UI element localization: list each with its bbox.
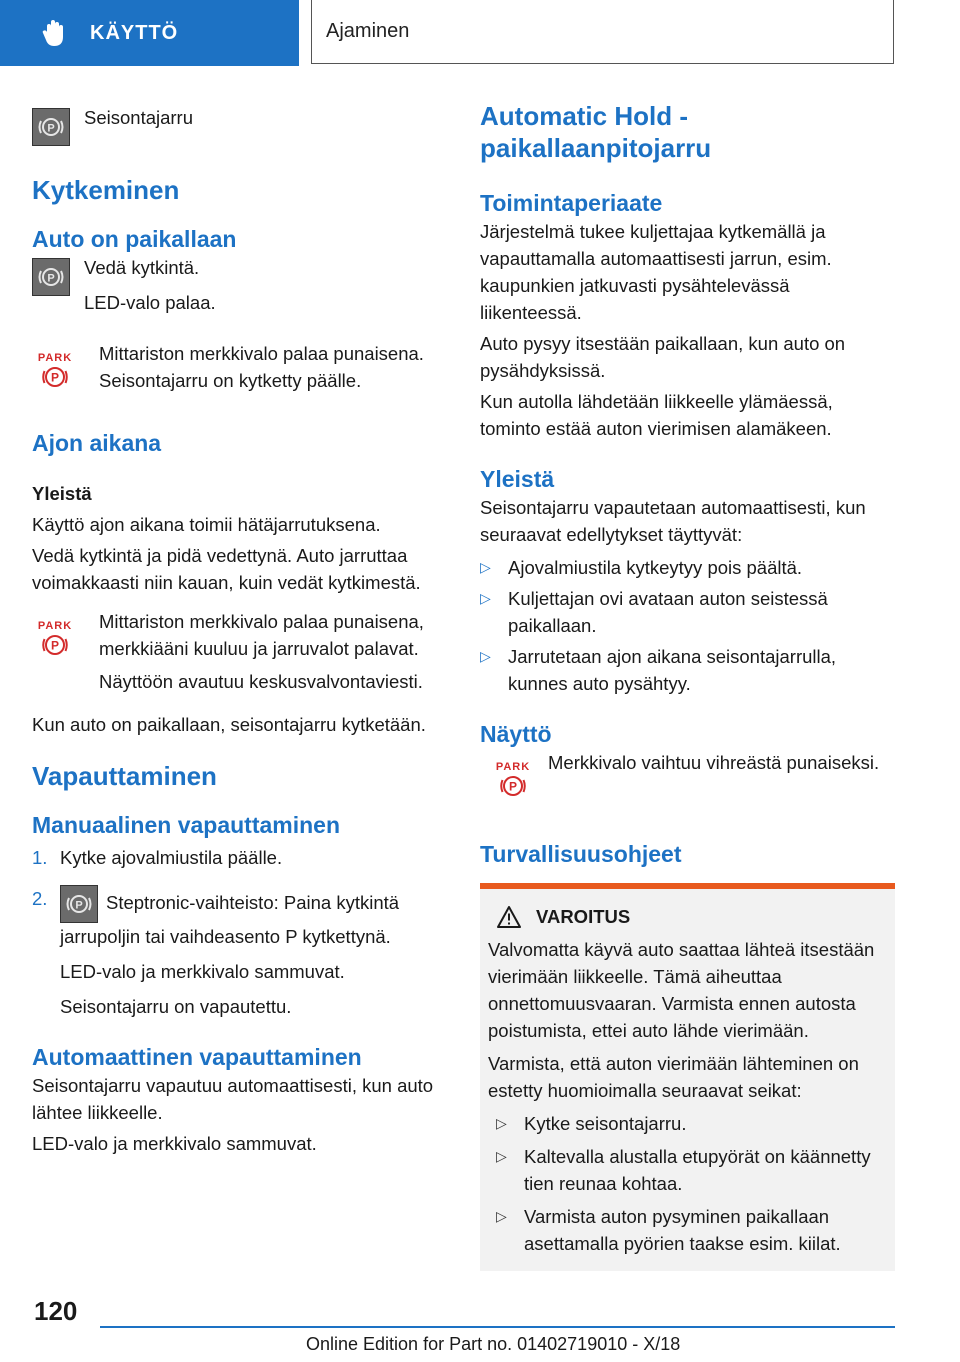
heading-vapauttaminen: Vapauttaminen <box>32 761 217 791</box>
numbered-step <box>32 885 442 1020</box>
park-indicator-row <box>32 608 442 695</box>
svg-text:P: P <box>47 122 55 135</box>
warning-text: Varmista, että auton vierimään lähteminen on estetty huomioimalla seuraavat seikat: <box>488 1053 859 1101</box>
park-warning-icon <box>32 352 78 390</box>
triangle-bullet-icon: ▷ <box>496 1208 507 1224</box>
body-text: Auto pysyy itsestään paikallaan, kun auto on pysähdyksissä. <box>480 333 846 381</box>
body-text: Seisontajarru vapautetaan automaattisesti, kun seuraavat edellytykset täyttyvät: <box>480 497 866 545</box>
step-number: 2. <box>32 888 48 909</box>
svg-text:P: P <box>75 899 83 912</box>
triangle-bullet-icon: ▷ <box>480 590 491 606</box>
section-tab <box>0 0 299 66</box>
page-number: 120 <box>34 1296 78 1326</box>
warning-list-item <box>496 1110 887 1137</box>
list-item-text: Kytke seisontajarru. <box>524 1113 687 1134</box>
hand-pointer-icon <box>40 18 70 48</box>
heading-auto-paikallaan: Auto on paikallaan <box>32 226 237 252</box>
indicator-text: Näyttöön avautuu keskusvalvontaviesti. <box>99 671 423 692</box>
warning-list-item <box>496 1203 887 1257</box>
park-indicator-row <box>32 340 442 394</box>
heading-turvallisuusohjeet: Turvallisuusohjeet <box>480 841 682 867</box>
park-icon-label: PARK <box>37 620 73 632</box>
body-text: Seisontajarru vapautuu automaattisesti, kun auto lähtee liikkeelle. <box>32 1075 434 1123</box>
parking-brake-button-icon <box>32 258 70 296</box>
svg-text:P: P <box>47 272 55 285</box>
park-warning-icon <box>32 620 78 658</box>
list-item-text: Jarrutetaan ajon aikana seisontajarrulla, kunnes auto pysähtyy. <box>508 646 837 694</box>
body-text: Kun auto on paikallaan, seisontajarru kytketään. <box>32 714 426 735</box>
triangle-bullet-icon: ▷ <box>496 1148 507 1164</box>
heading-automatic-hold: Automatic Hold - paikallaanpitojarru <box>480 101 712 163</box>
body-text: Käyttö ajon aikana toimii hätäjarrutuksena. <box>32 514 381 535</box>
right-column <box>480 100 895 1271</box>
chapter-title-box <box>311 0 894 64</box>
left-column <box>32 100 442 1157</box>
parking-brake-label-row <box>32 108 442 146</box>
heading-yleista: Yleistä <box>480 466 555 492</box>
parking-brake-label: Seisontajarru <box>84 107 194 128</box>
step-text: Kytke ajovalmiustila päälle. <box>60 847 283 868</box>
triangle-bullet-icon: ▷ <box>480 559 491 575</box>
body-text: Vedä kytkintä ja pidä vedettynä. Auto jarruttaa voimakkaasti niin kauan, kuin vedät kytkimestä. <box>32 545 421 593</box>
pull-switch-row <box>32 258 442 316</box>
instruction-text: LED-valo palaa. <box>84 292 216 313</box>
warning-title: VAROITUS <box>536 906 631 927</box>
warning-title-row <box>488 903 887 930</box>
park-indicator-row <box>480 749 895 799</box>
triangle-bullet-icon: ▷ <box>480 648 491 664</box>
indicator-text: Mittariston merkkivalo palaa punaisena, merkkiääni kuuluu ja jarruvalot palavat. <box>99 611 424 659</box>
svg-text:P: P <box>50 638 60 653</box>
step-subtext: LED-valo ja merkkivalo sammuvat. <box>60 961 345 982</box>
numbered-step <box>32 844 442 871</box>
warning-box <box>480 889 895 1271</box>
list-item-text: Ajovalmiustila kytkeytyy pois päältä. <box>508 557 803 578</box>
step-subtext: Seisontajarru on vapautettu. <box>60 996 292 1017</box>
svg-text:P: P <box>50 370 60 385</box>
step-number: 1. <box>32 847 48 868</box>
step-text: Steptronic-vaihteisto: Paina kytkintä jarrupoljin tai vaihdeasento P kytkettynä. <box>60 892 400 947</box>
footer-rule <box>100 1326 895 1328</box>
list-item-text: Varmista auton pysyminen paikallaan asettamalla pyörien taakse esim. kiilat. <box>524 1206 841 1254</box>
step-text-row <box>60 885 442 950</box>
parking-brake-button-icon <box>60 885 98 923</box>
heading-toimintaperiaate: Toimintaperiaate <box>480 190 663 216</box>
park-warning-icon <box>490 761 536 799</box>
heading-manuaalinen: Manuaalinen vapauttaminen <box>32 812 341 838</box>
svg-text:P: P <box>508 779 518 794</box>
indicator-text: Mittariston merkkivalo palaa punaisena. Seisontajarru on kytketty päälle. <box>99 343 424 391</box>
heading-kytkeminen: Kytkeminen <box>32 175 180 205</box>
instruction-text: Vedä kytkintä. <box>84 257 200 278</box>
list-item <box>480 643 895 697</box>
indicator-text: Merkkivalo vaihtuu vihreästä punaiseksi. <box>548 752 880 773</box>
parking-brake-button-icon <box>32 108 70 146</box>
heading-ajon-aikana: Ajon aikana <box>32 430 162 456</box>
heading-naytto: Näyttö <box>480 721 552 747</box>
list-item <box>480 554 895 581</box>
warning-list-item <box>496 1143 887 1197</box>
park-icon-label: PARK <box>37 352 73 364</box>
list-item <box>480 585 895 639</box>
list-item-text: Kuljettajan ovi avataan auton seistessä paikallaan. <box>508 588 828 636</box>
body-text: Kun autolla lähdetään liikkeelle ylämäessä, tominto estää auton vierimisen alamäkeen. <box>480 391 833 439</box>
warning-text: Valvomatta käyvä auto saattaa lähteä itsestään vierimään liikkeelle. Tämä aiheuttaa onnettomuusvaaran. Varmista ennen autosta poistumista, ettei auto lähde vierimään. <box>488 939 875 1041</box>
warning-triangle-icon <box>496 905 522 929</box>
heading-yleista: Yleistä <box>32 483 92 504</box>
park-icon-label: PARK <box>495 761 531 773</box>
body-text: Järjestelmä tukee kuljettajaa kytkemällä ja vapauttamalla automaattisesti jarrun, esim. kaupunkien jatkuvasti pysähtelevässä liikenteessä. <box>480 221 832 323</box>
triangle-bullet-icon: ▷ <box>496 1115 507 1131</box>
body-text: LED-valo ja merkkivalo sammuvat. <box>32 1133 317 1154</box>
chapter-title: Ajaminen <box>326 20 410 42</box>
heading-automaattinen: Automaattinen vapauttaminen <box>32 1044 362 1070</box>
section-title: KÄYTTÖ <box>90 21 179 44</box>
footer-edition: Online Edition for Part no. 01402719010 - X/18 <box>306 1334 681 1354</box>
list-item-text: Kaltevalla alustalla etupyörät on käännetty tien reunaa kohtaa. <box>524 1146 871 1194</box>
